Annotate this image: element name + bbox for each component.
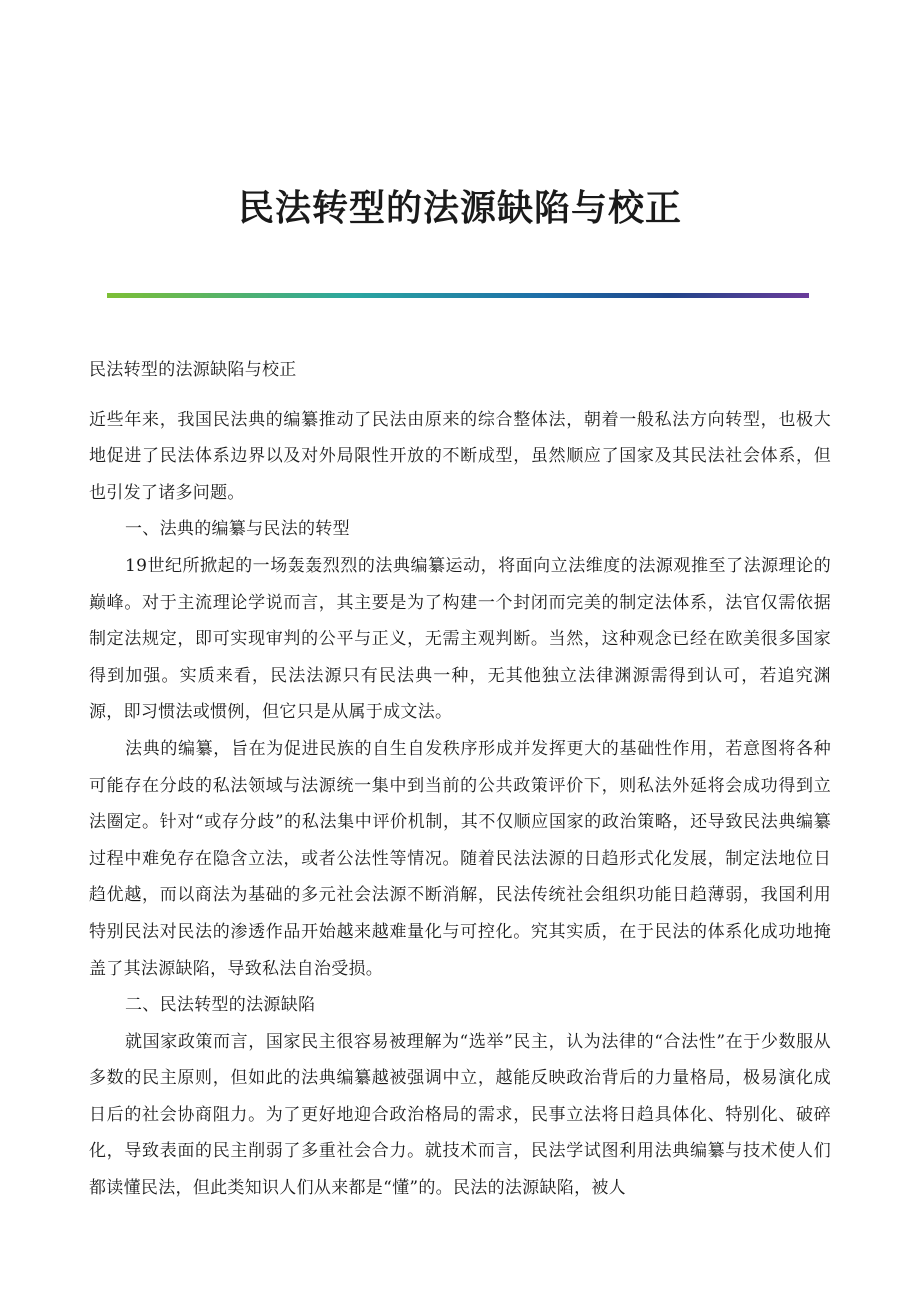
- subtitle-line: 民法转型的法源缺陷与校正: [89, 360, 297, 380]
- paragraph: 就国家政策而言，国家民主很容易被理解为“选举”民主，认为法律的“合法性”在于少数服从多数的民主原则，但如此的法典编纂越被强调中立，越能反映政治背后的力量格局，极易演化成日后的社会协商阻力。为了更好地迎合政治格局的需求，民事立法将日趋具体化、特别化、破碎化，导致表面的民主削弱了多重社会合力。就技术而言，民法学试图利用法典编纂与技术使人们都读懂民法，但此类知识人们从来都是“懂”的。民法的法源缺陷，被人: [89, 1031, 831, 1199]
- document-body: [89, 352, 831, 1207]
- document-title: 民法转型的法源缺陷与校正: [237, 187, 682, 229]
- paragraph: 19世纪所掀起的一场轰轰烈烈的法典编纂运动，将面向立法维度的法源观推至了法源理论的巅峰。对于主流理论学说而言，其主要是为了构建一个封闭而完美的制定法体系，法官仅需依据制定法规定，即可实现审判的公平与正义，无需主观判断。当然，这种观念已经在欧美很多国家得到加强。实质来看，民法法源只有民法典一种，无其他独立法律渊源需得到认可，若追究渊源，即习惯法或惯例，但它只是从属于成文法。: [89, 555, 831, 723]
- intro-paragraph: 近些年来，我国民法典的编纂推动了民法由原来的综合整体法，朝着一般私法方向转型，也极大地促进了民法体系边界以及对外局限性开放的不断成型，虽然顺应了国家及其民法社会体系，但也引发了诸多问题。: [89, 409, 831, 503]
- section-heading-1: 一、法典的编纂与民法的转型: [125, 519, 350, 540]
- title-divider: [107, 293, 809, 298]
- section-heading-2: 二、民法转型的法源缺陷: [125, 995, 316, 1016]
- paragraph: 法典的编纂，旨在为促进民族的自生自发秩序形成并发挥更大的基础性作用，若意图将各种可能存在分歧的私法领域与法源统一集中到当前的公共政策评价下，则私法外延将会成功得到立法圈定。针对“或存分歧”的私法集中评价机制，其不仅顺应国家的政治策略，还导致民法典编纂过程中难免存在隐含立法，或者公法性等情况。随着民法法源的日趋形式化发展，制定法地位日趋优越，而以商法为基础的多元社会法源不断消解，民法传统社会组织功能日趋薄弱，我国利用特别民法对民法的渗透作品开始越来越难量化与可控化。究其实质，在于民法的体系化成功地掩盖了其法源缺陷，导致私法自治受损。: [89, 738, 831, 979]
